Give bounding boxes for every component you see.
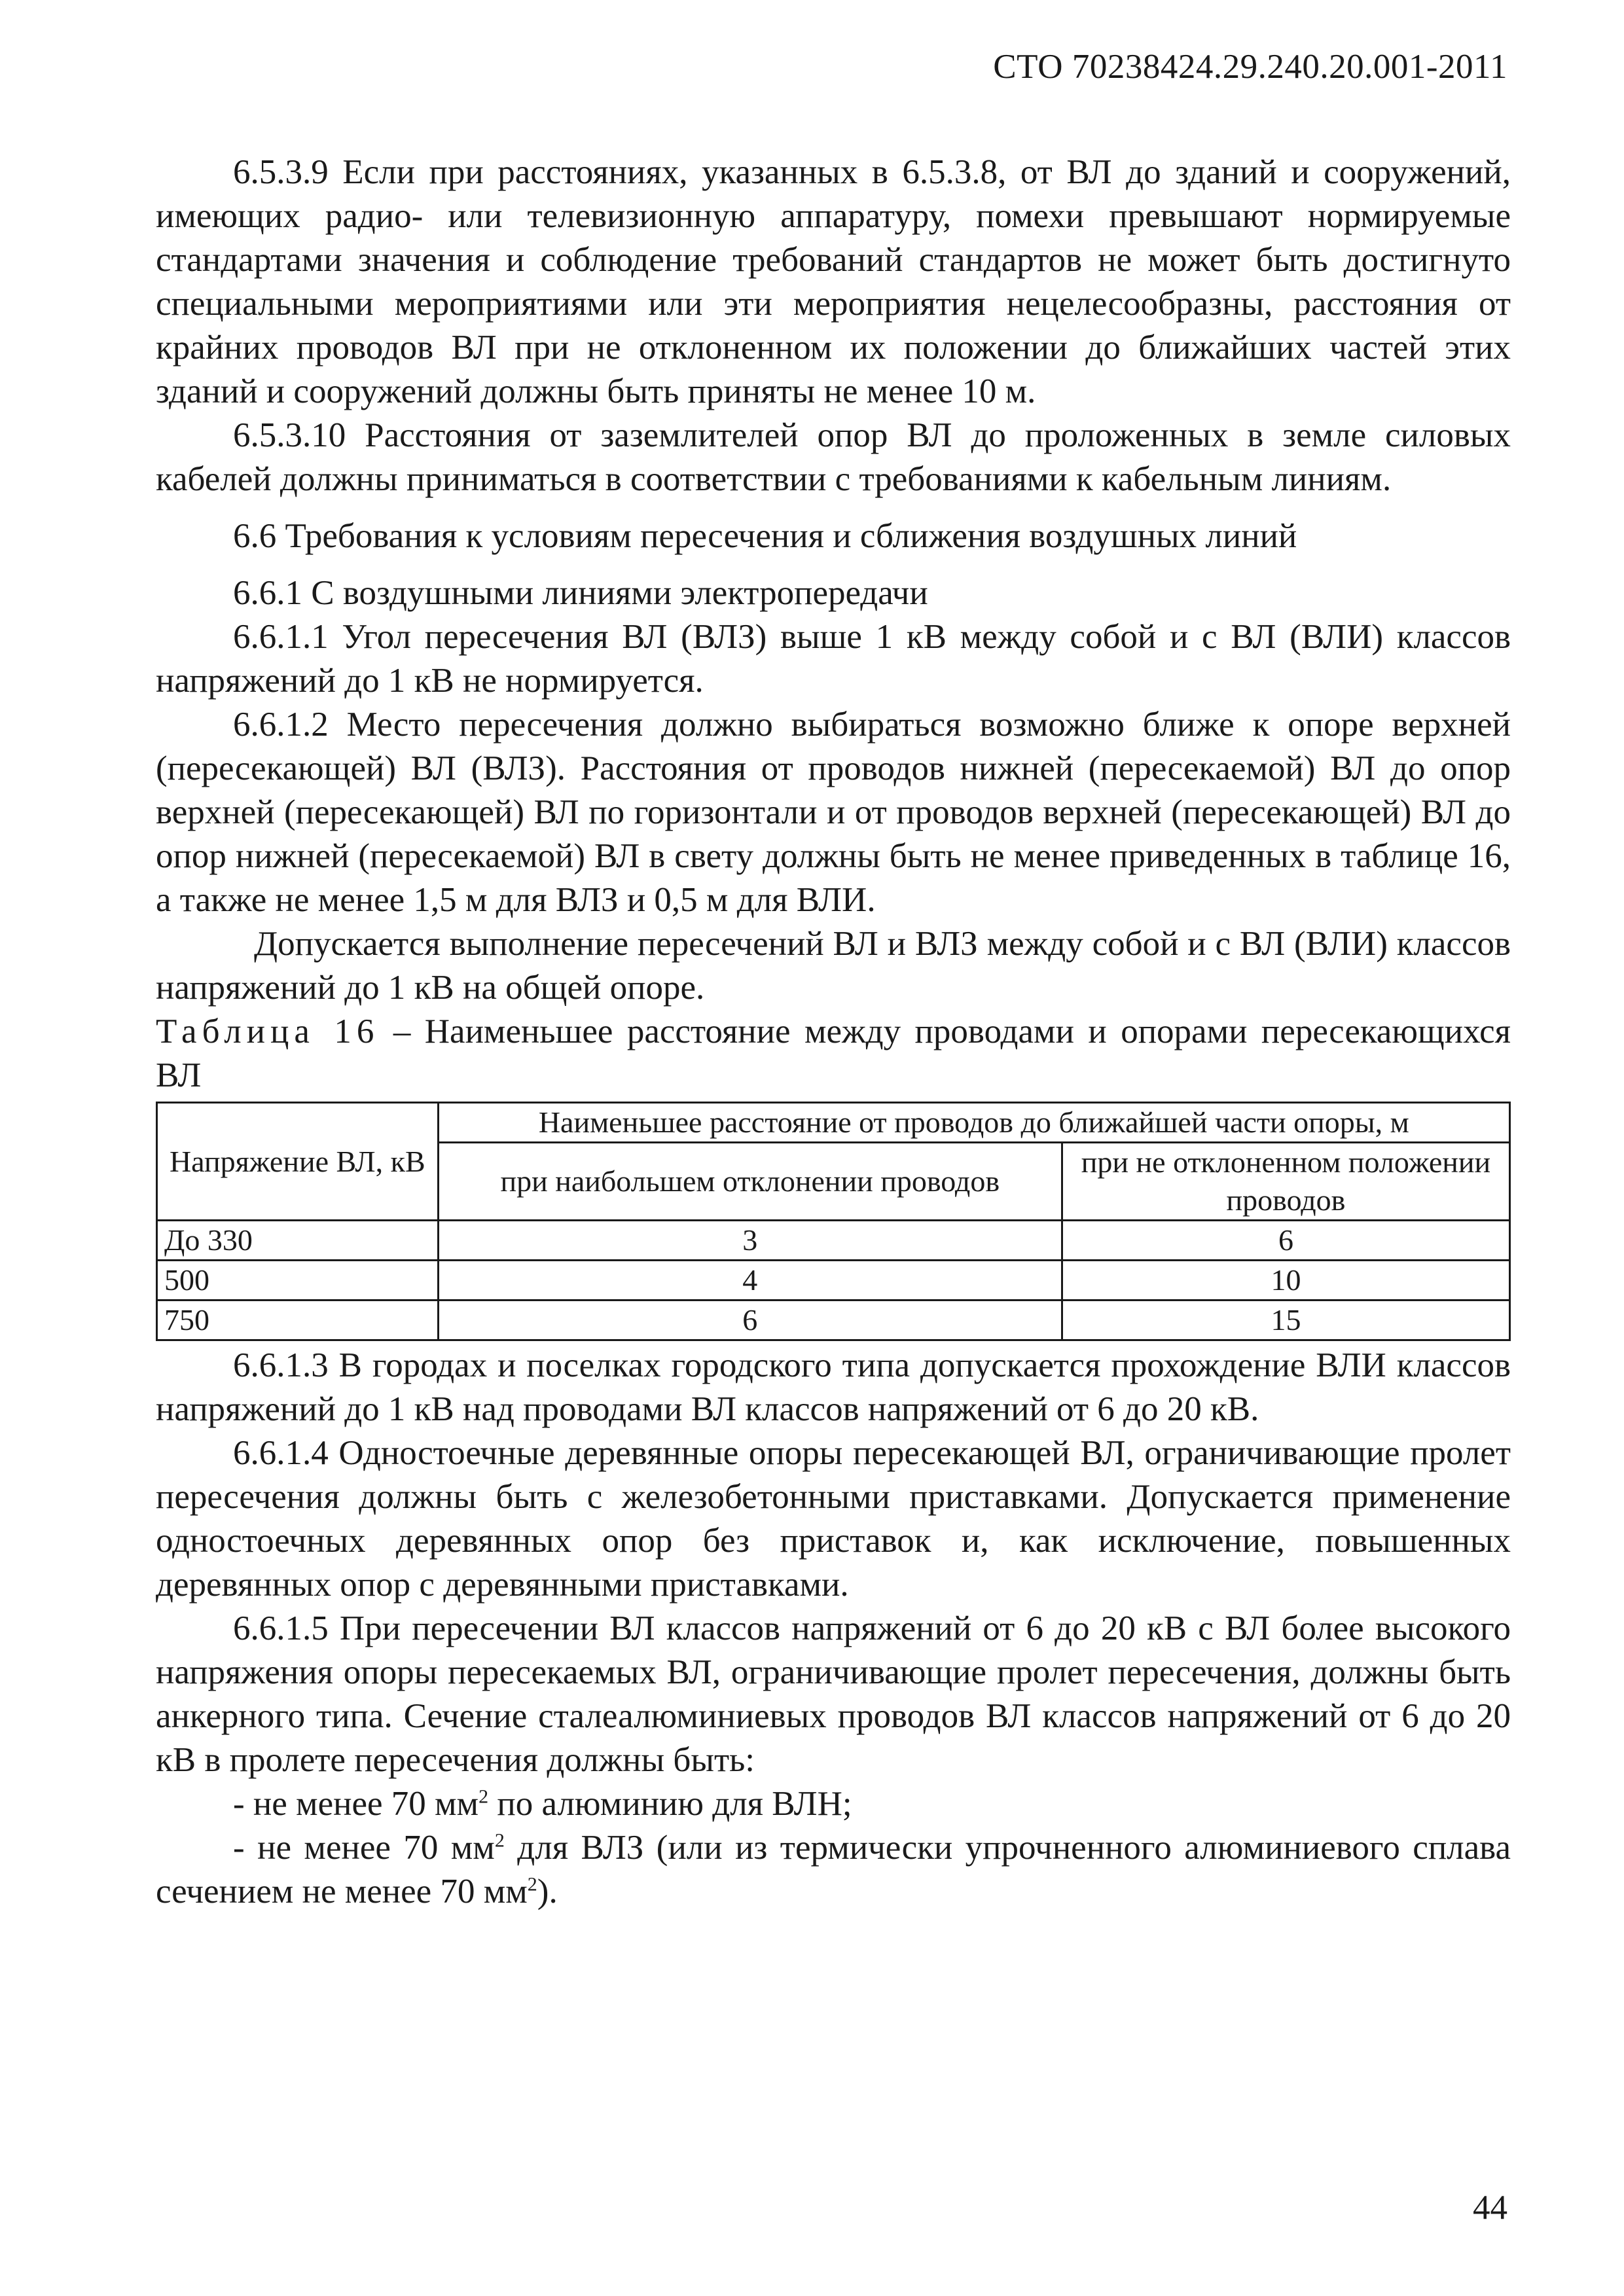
header-voltage: Напряжение ВЛ, кВ [157,1103,439,1221]
paragraph-6-5-3-10: 6.5.3.10 Расстояния от заземлителей опор ВЛ до проложенных в земле силовых кабелей должны приниматься в соответствии с требованиями к кабельным линиям. [156,416,1511,498]
superscript: 2 [478,1785,489,1808]
document-code-header: СТО 70238424.29.240.20.001-2011 [993,48,1507,86]
paragraph-6-6-1-1: 6.6.1.1 Угол пересечения ВЛ (ВЛЗ) выше 1 кВ между собой и с ВЛ (ВЛИ) классов напряжений до 1 кВ не нормируется. [156,618,1511,700]
paragraph-6-6-1-2-note: Допускается выполнение пересечений ВЛ и ВЛЗ между собой и с ВЛ (ВЛИ) классов напряжений до 1 кВ на общей опоре. [156,925,1511,1007]
cell-no-deviation: 15 [1062,1300,1509,1340]
cell-voltage: 500 [157,1261,439,1300]
cell-no-deviation: 10 [1062,1261,1509,1300]
cell-voltage: 750 [157,1300,439,1340]
table-row [157,1221,1510,1261]
bullet-text: по алюминию для ВЛН; [488,1785,852,1823]
table-row [157,1300,1510,1340]
paragraph-6-5-3-9: 6.5.3.9 Если при расстояниях, указанных в 6.5.3.8, от ВЛ до зданий и сооружений, имеющих радио- или телевизионную аппаратуру, помехи превышают нормируемые стандартами значения и соблюдение требований стандартов не может быть достигнуто специальными мероприятиями или эти мероприятия нецелесообразны, расстояния от крайних проводов ВЛ при не отклоненном их положении до ближайших частей этих зданий и сооружений должны быть приняты не менее 10 м. [156,153,1511,410]
bullet-text: - не менее 70 мм [233,1785,479,1823]
bullet-text: ). [537,1873,558,1910]
table-row [157,1261,1510,1300]
section-heading-6-6: 6.6 Требования к условиям пересечения и сближения воздушных линий [233,517,1297,555]
paragraph-6-6-1-5: 6.6.1.5 При пересечении ВЛ классов напряжений от 6 до 20 кВ с ВЛ более высокого напряжения опоры пересекаемых ВЛ, ограничивающие пролет пересечения, должны быть анкерного типа. Сечение сталеалюминиевых проводов ВЛ классов напряжений от 6 до 20 кВ в пролете пересечения должны быть: [156,1609,1511,1779]
paragraph-6-6-1-2: 6.6.1.2 Место пересечения должно выбираться возможно ближе к опоре верхней (пересекающей) ВЛ (ВЛЗ). Расстояния от проводов нижней (пересекаемой) ВЛ до опор верхней (пересекающей) ВЛ по горизонтали и от проводов верхней (пересекающей) ВЛ до опор нижней (пересекаемой) ВЛ в свету должны быть не менее приведенных в таблице 16, а также не менее 1,5 м для ВЛЗ и 0,5 м для ВЛИ. [156,706,1511,919]
distance-table [156,1102,1511,1341]
list-item [156,1826,1511,1914]
bullet-text: для ВЛЗ (или из термически упрочненного алюминиевого сплава сечением не менее 70 мм [156,1829,1511,1910]
table-caption [156,1010,1511,1098]
page-number: 44 [1473,2189,1507,2227]
bullet-text: - не менее 70 мм [233,1829,495,1867]
cell-max-deviation: 4 [438,1261,1062,1300]
table-caption-text: – Наименьшее расстояние между проводами и опорами пересекающихся ВЛ [156,1013,1511,1094]
table-header-row [157,1103,1510,1143]
cell-max-deviation: 3 [438,1221,1062,1261]
page-content [156,151,1511,1914]
header-max-deviation: при наибольшем отклонении проводов [438,1143,1062,1221]
list-item [156,1782,1511,1826]
table-caption-label: Таблица 16 [156,1013,380,1050]
paragraph-6-6-1-4: 6.6.1.4 Одностоечные деревянные опоры пересекающей ВЛ, ограничивающие пролет пересечения должны быть с железобетонными приставками. Допускается применение одностоечных деревянных опор без приставок и, как исключение, повышенных деревянных опор с деревянными приставками. [156,1434,1511,1604]
superscript: 2 [527,1873,537,1895]
paragraph-6-6-1-3: 6.6.1.3 В городах и поселках городского типа допускается прохождение ВЛИ классов напряжений до 1 кВ над проводами ВЛ классов напряжений от 6 до 20 кВ. [156,1346,1511,1428]
cell-voltage: До 330 [157,1221,439,1261]
cell-max-deviation: 6 [438,1300,1062,1340]
cell-no-deviation: 6 [1062,1221,1509,1261]
superscript: 2 [494,1829,505,1852]
header-no-deviation: при не отклоненном положении проводов [1062,1143,1509,1221]
subsection-heading-6-6-1: 6.6.1 С воздушными линиями электропередачи [233,574,928,612]
header-distance-group: Наименьшее расстояние от проводов до ближайшей части опоры, м [438,1103,1509,1143]
